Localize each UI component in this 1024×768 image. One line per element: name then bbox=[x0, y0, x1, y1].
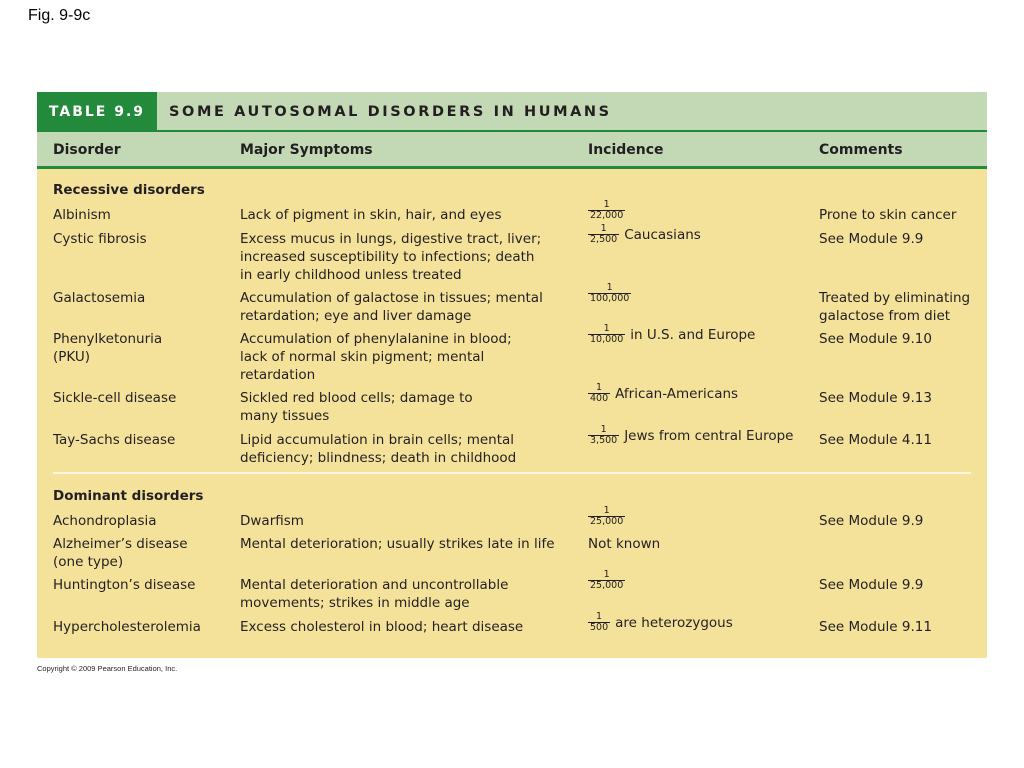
fraction-numerator: 1 bbox=[603, 569, 610, 580]
symptoms-cell bbox=[240, 576, 508, 612]
incidence-cell bbox=[588, 200, 630, 221]
fraction-numerator: 1 bbox=[603, 505, 610, 516]
incidence-text: African-Americans bbox=[615, 385, 739, 402]
comments-cell bbox=[819, 389, 932, 407]
symptoms-cell-line: Lipid accumulation in brain cells; mental bbox=[240, 432, 515, 448]
fraction-denominator: 10,000 bbox=[590, 334, 624, 345]
disorder-cell-line: (one type) bbox=[53, 554, 124, 570]
comments-cell-line: See Module 9.9 bbox=[819, 231, 924, 247]
disorder-cell-line: Alzheimer’s disease bbox=[53, 536, 188, 552]
symptoms-cell bbox=[240, 289, 543, 325]
incidence-cell bbox=[588, 383, 738, 404]
comments-cell bbox=[819, 431, 932, 449]
symptoms-cell-line: Mental deterioration and uncontrollable bbox=[240, 577, 509, 593]
fraction-denominator: 100,000 bbox=[590, 293, 630, 304]
symptoms-cell bbox=[240, 389, 473, 425]
header-rule bbox=[37, 166, 987, 169]
symptoms-cell bbox=[240, 512, 304, 530]
symptoms-cell-line: increased susceptibility to infections; death bbox=[240, 249, 535, 265]
symptoms-cell-line: deficiency; blindness; death in childhood bbox=[240, 450, 517, 466]
comments-cell-line: Prone to skin cancer bbox=[819, 207, 957, 223]
fraction-numerator: 1 bbox=[596, 611, 603, 622]
disorder-cell bbox=[53, 289, 145, 307]
symptoms-cell-line: Excess mucus in lungs, digestive tract, liver; bbox=[240, 231, 542, 247]
table-title-bar bbox=[37, 92, 987, 130]
comments-cell bbox=[819, 618, 932, 636]
symptoms-cell bbox=[240, 618, 523, 636]
copyright-notice: Copyright © 2009 Pearson Education, Inc. bbox=[37, 664, 178, 673]
comments-cell-line: See Module 9.11 bbox=[819, 619, 932, 635]
disorder-cell-line: (PKU) bbox=[53, 349, 91, 365]
disorder-cell bbox=[53, 576, 195, 594]
incidence-cell bbox=[588, 425, 793, 446]
disorder-cell-line: Cystic fibrosis bbox=[53, 231, 147, 247]
incidence-text: are heterozygous bbox=[615, 614, 733, 631]
fraction-numerator: 1 bbox=[603, 323, 610, 334]
disorder-cell bbox=[53, 389, 176, 407]
symptoms-cell-line: Lack of pigment in skin, hair, and eyes bbox=[240, 207, 502, 223]
symptoms-cell-line: movements; strikes in middle age bbox=[240, 595, 470, 611]
incidence-fraction bbox=[588, 200, 625, 221]
incidence-text: Not known bbox=[588, 536, 661, 552]
disorder-cell bbox=[53, 535, 188, 571]
column-header-disorder: Disorder bbox=[53, 142, 121, 158]
table-title: SOME AUTOSOMAL DISORDERS IN HUMANS bbox=[169, 104, 612, 120]
symptoms-cell bbox=[240, 230, 541, 284]
incidence-fraction bbox=[588, 283, 631, 304]
incidence-cell bbox=[588, 570, 630, 591]
symptoms-cell-line: retardation; eye and liver damage bbox=[240, 308, 472, 324]
comments-cell-line: galactose from diet bbox=[819, 308, 951, 324]
incidence-cell bbox=[588, 506, 630, 527]
disorder-cell bbox=[53, 512, 157, 530]
incidence-fraction bbox=[588, 612, 610, 633]
symptoms-cell-line: retardation bbox=[240, 367, 316, 383]
disorder-cell bbox=[53, 230, 147, 248]
fraction-numerator: 1 bbox=[596, 382, 603, 393]
fraction-denominator: 2,500 bbox=[590, 234, 618, 245]
column-header-symptoms: Major Symptoms bbox=[240, 142, 373, 158]
symptoms-cell bbox=[240, 206, 502, 224]
table-header-row bbox=[37, 132, 987, 166]
incidence-text: in U.S. and Europe bbox=[630, 326, 756, 343]
incidence-fraction bbox=[588, 324, 625, 345]
symptoms-cell-line: Accumulation of galactose in tissues; mental bbox=[240, 290, 543, 306]
disorder-cell bbox=[53, 431, 175, 449]
symptoms-cell-line: Sickled red blood cells; damage to bbox=[240, 390, 473, 406]
disorder-cell-line: Albinism bbox=[53, 207, 111, 223]
symptoms-cell bbox=[240, 330, 512, 384]
disorder-cell-line: Sickle-cell disease bbox=[53, 390, 177, 406]
fraction-numerator: 1 bbox=[600, 424, 607, 435]
fraction-denominator: 25,000 bbox=[590, 516, 624, 527]
symptoms-cell-line: Excess cholesterol in blood; heart disease bbox=[240, 619, 524, 635]
fraction-numerator: 1 bbox=[606, 282, 613, 293]
comments-cell-line: See Module 9.9 bbox=[819, 577, 924, 593]
disorder-cell bbox=[53, 330, 162, 366]
comments-cell bbox=[819, 289, 970, 325]
disorder-cell bbox=[53, 618, 201, 636]
comments-cell-line: See Module 9.10 bbox=[819, 331, 932, 347]
comments-cell-line: See Module 9.13 bbox=[819, 390, 932, 406]
symptoms-cell-line: in early childhood unless treated bbox=[240, 267, 462, 283]
symptoms-cell-line: Mental deterioration; usually strikes late in life bbox=[240, 536, 555, 552]
section-divider bbox=[53, 472, 971, 474]
comments-cell bbox=[819, 206, 956, 224]
symptoms-cell bbox=[240, 431, 516, 467]
disorder-cell-line: Achondroplasia bbox=[53, 513, 157, 529]
table-number: TABLE 9.9 bbox=[37, 92, 157, 130]
incidence-fraction bbox=[588, 506, 625, 527]
incidence-text: Jews from central Europe bbox=[624, 427, 794, 444]
fraction-numerator: 1 bbox=[600, 223, 607, 234]
disorder-cell-line: Huntington’s disease bbox=[53, 577, 196, 593]
comments-cell bbox=[819, 330, 932, 348]
symptoms-cell bbox=[240, 535, 555, 553]
symptoms-cell-line: Accumulation of phenylalanine in blood; bbox=[240, 331, 512, 347]
disorder-cell-line: Hypercholesterolemia bbox=[53, 619, 201, 635]
incidence-cell bbox=[588, 283, 636, 304]
incidence-fraction bbox=[588, 570, 625, 591]
column-header-comments: Comments bbox=[819, 142, 903, 158]
comments-cell-line: See Module 9.9 bbox=[819, 513, 924, 529]
column-header-incidence: Incidence bbox=[588, 142, 664, 158]
symptoms-cell-line: many tissues bbox=[240, 408, 330, 424]
comments-cell-line: Treated by eliminating bbox=[819, 290, 971, 306]
disorder-cell bbox=[53, 206, 111, 224]
incidence-cell bbox=[588, 224, 701, 245]
incidence-fraction bbox=[588, 383, 610, 404]
disorder-cell-line: Galactosemia bbox=[53, 290, 146, 306]
disorders-table bbox=[37, 92, 987, 658]
comments-cell-line: See Module 4.11 bbox=[819, 432, 932, 448]
section-heading: Dominant disorders bbox=[53, 488, 204, 504]
symptoms-cell-line: Dwarfism bbox=[240, 513, 304, 529]
incidence-cell bbox=[588, 612, 733, 633]
incidence-cell bbox=[588, 535, 660, 553]
comments-cell bbox=[819, 512, 923, 530]
fraction-numerator: 1 bbox=[603, 199, 610, 210]
section-heading: Recessive disorders bbox=[53, 182, 205, 198]
disorder-cell-line: Tay-Sachs disease bbox=[53, 432, 176, 448]
fraction-denominator: 400 bbox=[590, 393, 609, 404]
disorder-cell-line: Phenylketonuria bbox=[53, 331, 163, 347]
incidence-cell bbox=[588, 324, 755, 345]
fraction-denominator: 25,000 bbox=[590, 580, 624, 591]
fraction-denominator: 22,000 bbox=[590, 210, 624, 221]
fraction-denominator: 3,500 bbox=[590, 435, 618, 446]
fraction-denominator: 500 bbox=[590, 622, 609, 633]
figure-label: Fig. 9-9c bbox=[28, 7, 91, 24]
comments-cell bbox=[819, 230, 923, 248]
incidence-fraction bbox=[588, 425, 619, 446]
incidence-fraction bbox=[588, 224, 619, 245]
incidence-text: Caucasians bbox=[624, 226, 701, 243]
comments-cell bbox=[819, 576, 923, 594]
symptoms-cell-line: lack of normal skin pigment; mental bbox=[240, 349, 485, 365]
